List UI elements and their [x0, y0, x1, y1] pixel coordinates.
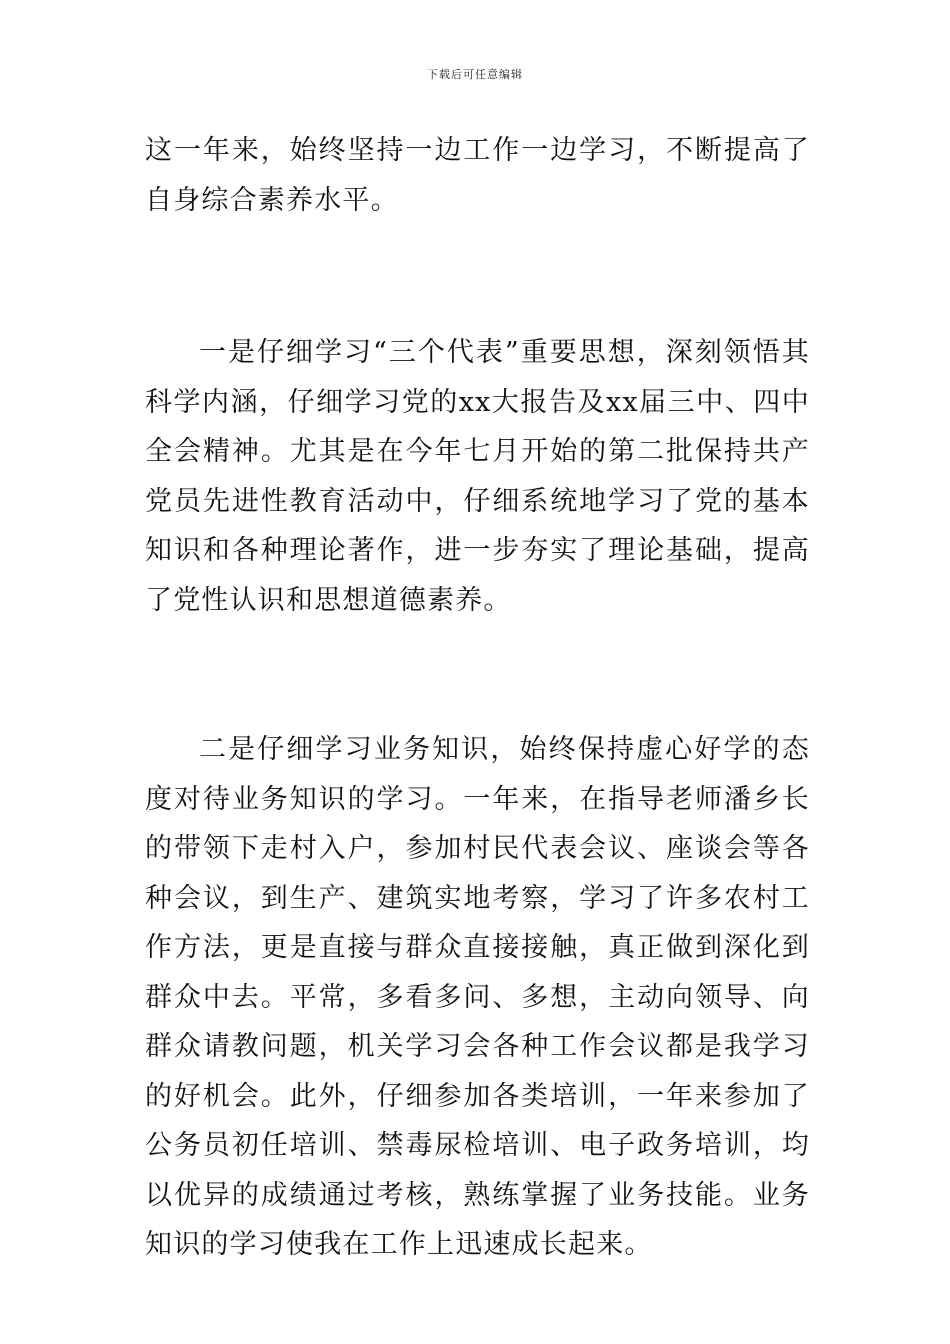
- page-header: 下载后可任意编辑: [427, 68, 523, 81]
- paragraph-theory-study: 一是仔细学习“三个代表”重要思想，深刻领悟其科学内涵，仔细学习党的xx大报告及xx届三中、四中全会精神。尤其是在今年七月开始的第二批保持共产党员先进性教育活动中，仔细系统地学习了党的基本知识和各种理论著作，进一步夯实了理论基础，提高了党性认识和思想道德素养。: [145, 337, 810, 616]
- paragraph-business-study: 二是仔细学习业务知识，始终保持虚心好学的态度对待业务知识的学习。一年来，在指导老师潘乡长的带领下走村入户，参加村民代表会议、座谈会等各种会议，到生产、建筑实地考察，学习了许多农村工作方法，更是直接与群众直接接触，真正做到深化到群众中去。平常，多看多问、多想，主动向领导、向群众请教问题，机关学习会各种工作会议都是我学习的好机会。此外，仔细参加各类培训，一年来参加了公务员初任培训、禁毒尿检培训、电子政务培训，均以优异的成绩通过考核，熟练掌握了业务技能。业务知识的学习使我在工作上迅速成长起来。: [145, 734, 810, 1260]
- paragraph-intro: 这一年来，始终坚持一边工作一边学习，不断提高了自身综合素养水平。: [145, 135, 810, 216]
